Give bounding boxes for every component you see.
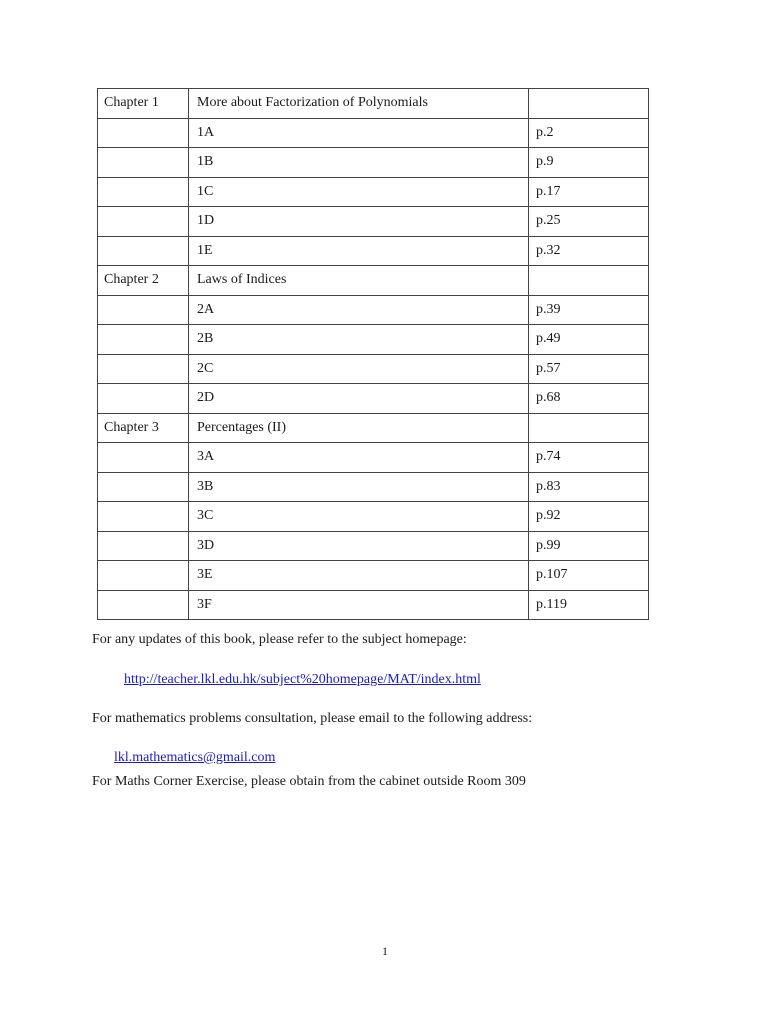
page-ref-cell: p.9: [529, 148, 649, 178]
page-ref-cell: p.74: [529, 443, 649, 473]
chapter-cell: [98, 443, 189, 473]
homepage-link[interactable]: http://teacher.lkl.edu.hk/subject%20homepage/MAT/index.html: [124, 672, 481, 687]
chapter-cell: [98, 502, 189, 532]
chapter-cell: [98, 236, 189, 266]
table-row: [98, 89, 649, 119]
chapter-cell: [98, 177, 189, 207]
page-ref-cell: p.25: [529, 207, 649, 237]
table-row: [98, 148, 649, 178]
toc-body: [98, 89, 649, 620]
chapter-cell: [98, 207, 189, 237]
table-row: [98, 118, 649, 148]
topic-cell: Percentages (II): [189, 413, 529, 443]
topic-cell: 2C: [189, 354, 529, 384]
topic-cell: 3C: [189, 502, 529, 532]
topic-cell: 3F: [189, 590, 529, 620]
topic-cell: 1C: [189, 177, 529, 207]
chapter-cell: [98, 354, 189, 384]
page-ref-cell: p.2: [529, 118, 649, 148]
chapter-cell: [98, 531, 189, 561]
page-ref-cell: p.83: [529, 472, 649, 502]
chapter-cell: Chapter 3: [98, 413, 189, 443]
page-ref-cell: p.107: [529, 561, 649, 591]
page-ref-cell: p.17: [529, 177, 649, 207]
topic-cell: 1B: [189, 148, 529, 178]
topic-cell: 2B: [189, 325, 529, 355]
table-row: [98, 472, 649, 502]
topic-cell: 2D: [189, 384, 529, 414]
table-row: [98, 443, 649, 473]
table-row: [98, 384, 649, 414]
page-ref-cell: p.99: [529, 531, 649, 561]
chapter-cell: [98, 590, 189, 620]
updates-text: For any updates of this book, please refer to the subject homepage:: [92, 632, 467, 647]
topic-cell: 2A: [189, 295, 529, 325]
page-ref-cell: p.39: [529, 295, 649, 325]
homepage-link-line: [124, 672, 481, 688]
page-ref-cell: p.57: [529, 354, 649, 384]
topic-cell: 1A: [189, 118, 529, 148]
email-link-line: [114, 750, 275, 766]
page-ref-cell: [529, 266, 649, 296]
table-row: [98, 561, 649, 591]
page-ref-cell: p.32: [529, 236, 649, 266]
email-link[interactable]: lkl.mathematics@gmail.com: [114, 750, 276, 765]
table-row: [98, 207, 649, 237]
page-ref-cell: p.92: [529, 502, 649, 532]
page-number: 1: [382, 944, 388, 958]
chapter-cell: [98, 118, 189, 148]
table-row: [98, 236, 649, 266]
chapter-cell: [98, 325, 189, 355]
table-row: [98, 413, 649, 443]
table-row: [98, 266, 649, 296]
table-row: [98, 177, 649, 207]
topic-cell: 1E: [189, 236, 529, 266]
topic-cell: Laws of Indices: [189, 266, 529, 296]
table-row: [98, 502, 649, 532]
page-ref-cell: p.119: [529, 590, 649, 620]
chapter-cell: [98, 295, 189, 325]
topic-cell: 3A: [189, 443, 529, 473]
page-ref-cell: p.49: [529, 325, 649, 355]
table-row: [98, 354, 649, 384]
chapter-cell: [98, 148, 189, 178]
page-ref-cell: [529, 89, 649, 119]
chapter-cell: [98, 384, 189, 414]
topic-cell: 3B: [189, 472, 529, 502]
chapter-cell: Chapter 2: [98, 266, 189, 296]
table-row: [98, 295, 649, 325]
table-row: [98, 531, 649, 561]
topic-cell: 3E: [189, 561, 529, 591]
chapter-cell: [98, 561, 189, 591]
maths-corner-text: For Maths Corner Exercise, please obtain from the cabinet outside Room 309: [92, 774, 526, 789]
topic-cell: More about Factorization of Polynomials: [189, 89, 529, 119]
table-row: [98, 325, 649, 355]
consultation-text: For mathematics problems consultation, please email to the following address:: [92, 711, 533, 726]
topic-cell: 1D: [189, 207, 529, 237]
table-row: [98, 590, 649, 620]
page-ref-cell: p.68: [529, 384, 649, 414]
page-ref-cell: [529, 413, 649, 443]
chapter-cell: Chapter 1: [98, 89, 189, 119]
topic-cell: 3D: [189, 531, 529, 561]
chapter-cell: [98, 472, 189, 502]
table-of-contents: [97, 88, 649, 620]
